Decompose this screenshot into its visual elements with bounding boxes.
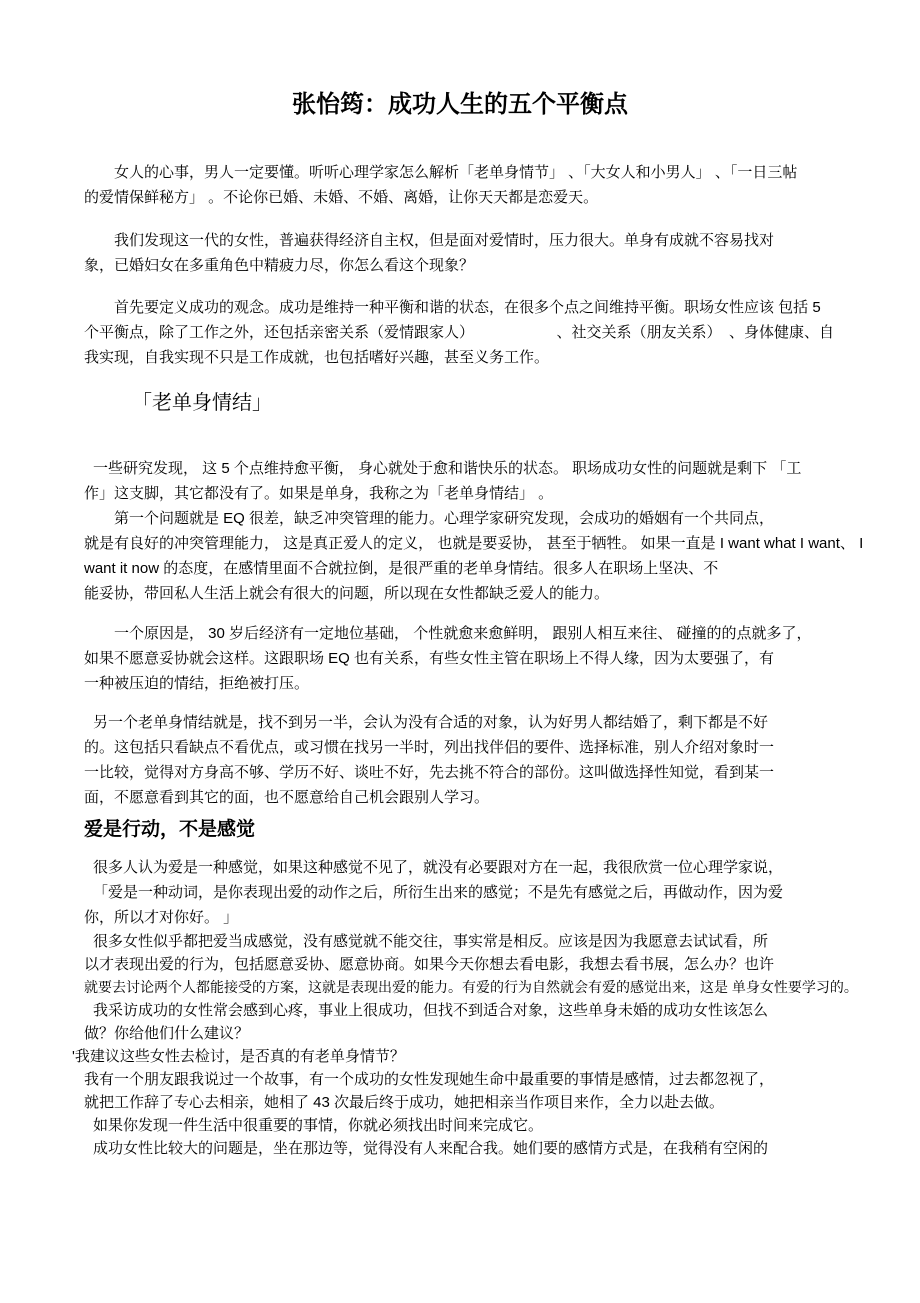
text-line: 很多人认为爱是一种感觉，如果这种感觉不见了，就没有必要跟对方在一起，我很欣赏一位心理学家说， [93,859,784,876]
text-line: 你，所以才对你好。 」 [84,909,239,926]
text-line: 作」这支脚，其它都没有了。如果是单身，我称之为「老单身情结」 。 [84,485,554,502]
text-line: 我实现，自我实现不只是工作成就，也包括嗜好兴趣，甚至义务工作。 [84,349,550,366]
section-heading-love-is-action: 爱是行动，不是感觉 [84,819,256,840]
paragraph-friend-story [84,1068,864,1114]
paragraph-love-feeling [84,855,864,930]
text-line: 一种被压迫的情结，拒绝被打压。 [84,675,310,692]
text-line: 我们发现这一代的女性，普遍获得经济自主权，但是面对爱情时，压力很大。单身有成就不容易找对 [114,232,775,249]
text-line: 能妥协，带回私人生活上就会有很大的问题，所以现在女性都缺乏爱人的能力。 [84,585,610,602]
paragraph-advice [72,1045,864,1068]
text-line: 以才表现出爱的行为，包括愿意妥协、愿意协商。如果今天你想去看电影，我想去看书展，怎么办？也许 [84,956,775,973]
text-line: want it now 的态度，在感情里面不合就拉倒，是很严重的老单身情结。很多人在职场上坚决、不 [84,560,719,577]
text-line: 就要去讨论两个人都能接受的方案，这就是表现出爱的能力。有爱的行为自然就会有爱的感觉出来，这是 单身女性要学习的。 [84,979,858,995]
text-line: 很多女性似乎都把爱当成感觉，没有感觉就不能交往，事实常是相反。应该是因为我愿意去试试看，所 [93,933,769,950]
text-line: 的。这包括只看缺点不看优点，或习惯在找另一半时，列出找伴侣的要件、选择标准，别人介绍对象时一 [84,739,775,756]
section-heading-old-single-complex: 「老单身情结」 [132,392,272,414]
paragraph-intro [84,160,864,210]
text-line: 象，已婚妇女在多重角色中精疲力尽，你怎么看这个现象？ [84,257,475,274]
text-line: 一比较，觉得对方身高不够、学历不好、谈吐不好，先去挑不符合的部份。这叫做选择性知觉，看到某一 [84,764,775,781]
text-line: 另一个老单身情结就是，找不到另一半，会认为没有合适的对象，认为好男人都结婚了，剩下都是不好 [93,714,769,731]
paragraph-five-points [84,456,864,506]
paragraph-women-love-as-feeling [84,930,864,999]
text-line: 首先要定义成功的观念。成功是维持一种平衡和谐的状态，在很多个点之间维持平衡。职场女性应该 包括 5 [114,299,821,316]
paragraph-eq-problem [84,506,864,606]
paragraph-waiting-problem [84,1137,864,1160]
text-line: 如果你发现一件生活中很重要的事情，你就必须找出时间来完成它。 [93,1117,544,1134]
text-line: 一个原因是， 30 岁后经济有一定地位基础， 个性就愈来愈鲜明， 跟别人相互来往、 碰撞的的点就多了， [114,625,812,642]
text-line: 做？你给他们什么建议？ [84,1025,250,1042]
text-line: 我有一个朋友跟我说过一个故事，有一个成功的女性发现她生命中最重要的事情是感情，过去都忽视了， [84,1071,775,1088]
text-line: 一些研究发现， 这 5 个点维持愈平衡， 身心就处于愈和谐快乐的状态。 职场成功女性的问题就是剩下 「工 [93,460,802,477]
text-line: 个平衡点，除了工作之外，还包括亲密关系（爱情跟家人） 、社交关系（朋友关系） 、身体健康、自 [84,324,835,341]
text-line: 第一个问题就是 EQ 很差，缺乏冲突管理的能力。心理学家研究发现，会成功的婚姻有一个共同点， [114,510,775,527]
page-title: 张怡筠：成功人生的五个平衡点 [292,91,628,118]
paragraph-another-complex [84,710,864,810]
text-line: 「爱是一种动词，是你表现出爱的动作之后，所衍生出来的感觉；不是先有感觉之后，再做动作，因为爱 [93,884,784,901]
text-line: '我建议这些女性去检讨，是否真的有老单身情节？ [72,1048,405,1065]
text-line: 的爱情保鲜秘方」 。不论你已婚、未婚、不婚、离婚，让你天天都是恋爱天。 [84,189,599,206]
text-line: 面，不愿意看到其它的面，也不愿意给自己机会跟别人学习。 [84,789,490,806]
paragraph-reason [84,621,864,696]
text-line: 成功女性比较大的问题是，坐在那边等，觉得没有人来配合我。她们要的感情方式是，在我稍有空闲的 [93,1140,769,1157]
text-line: 女人的心事，男人一定要懂。听听心理学家怎么解析「老单身情节」 、「大女人和小男人」 、「一日三帖 [114,164,798,181]
paragraph-define-success [84,295,864,370]
paragraph-interview [84,999,864,1045]
text-line: 就把工作辞了专心去相亲，她相了 43 次最后终于成功，她把相亲当作项目来作，全力以赴去做。 [84,1094,725,1111]
paragraph-important-things [84,1114,864,1137]
text-line: 就是有良好的冲突管理能力， 这是真正爱人的定义， 也就是要妥协， 甚至于牺牲。 如果一直是 I want what I want、 I [84,535,864,552]
paragraph-question-1 [84,228,864,278]
text-line: 我采访成功的女性常会感到心疼，事业上很成功，但找不到适合对象，这些单身未婚的成功女性该怎么 [93,1002,769,1019]
text-line: 如果不愿意妥协就会这样。这跟职场 EQ 也有关系，有些女性主管在职场上不得人缘，因为太要强了，有 [84,650,775,667]
